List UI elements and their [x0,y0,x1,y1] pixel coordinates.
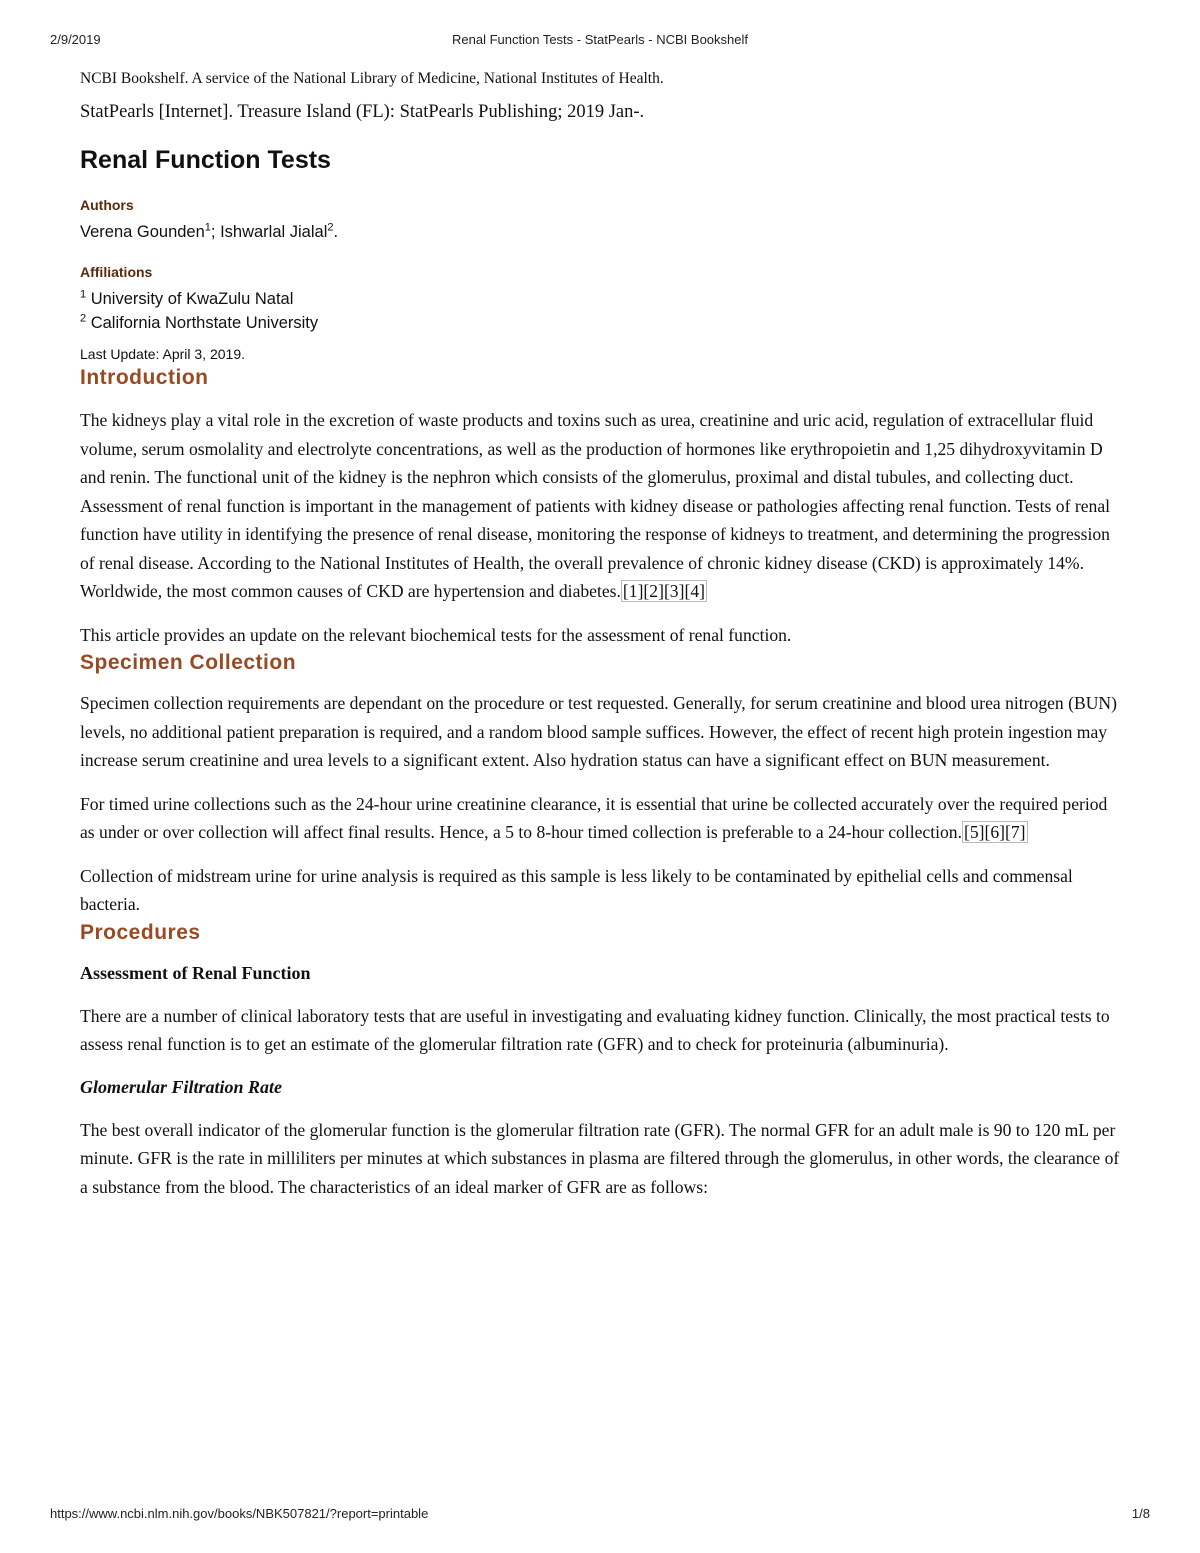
page-number: 1/8 [1131,1506,1150,1521]
authors-list: Verena Gounden$^1$; Ishwarlal Jialal$^2$. [80,221,339,241]
print-url: https://www.ncbi.nlm.nih.gov/books/NBK507821/?report=printable [50,1506,429,1521]
paragraph: This article provides an update on the relevant biochemical tests for the assessment of renal function. [80,624,792,645]
paragraph: The kidneys play a vital role in the excretion of waste products and toxins such as urea, creatinine and uric acid, regulation of extracellular fluid volume, serum osmolality and electrolyte concentrations, as well as the production of hormones like erythropoietin and 1,25 dihydroxyvitamin D and renin. The functional unit of the kidney is the nephron which consists of the glomerulus, proximal and distal tubules, and collecting duct. Assessment of renal function is important in the management of patients with kidney disease or pathologies affecting renal function. Tests of renal function have utility in identifying the presence of renal disease, monitoring the response of kidneys to treatment, and determining the progression of renal disease. According to the National Institutes of Health, the overall prevalence of chronic kidney disease (CKD) is approximately 14%. Worldwide, the most common causes of CKD are hypertension and diabetes. [1][2][3][4] [80,410,1111,601]
print-footer [50,1506,1150,1526]
page-title: Renal Function Tests [80,146,331,174]
bookshelf-notice: NCBI Bookshelf. A service of the National Library of Medicine, National Institutes of Health. [80,70,664,87]
author-affiliation-ref: 2 [327,221,334,234]
paragraph: For timed urine collections such as the 24-hour urine creatinine clearance, it is essential that urine be collected accurately over the required period as under or over collection will affect final results. Hence, a 5 to 8-hour timed collection is preferable to a 24-hour collection. [5][6][7] [80,793,1108,842]
author-link[interactable]: Verena Gounden [80,223,205,241]
author-link[interactable]: Ishwarlal Jialal [220,223,328,241]
article-content [80,66,1120,1201]
paragraph: There are a number of clinical laboratory tests that are useful in investigating and evaluating kidney function. Clinically, the most practical tests to assess renal function is to get an estimate of the glomerular filtration rate (GFR) and to check for proteinuria (albuminuria). [80,1005,1110,1054]
affiliations-label: Affiliations [80,264,153,280]
reference-link[interactable]: [5][6][7] [963,822,1026,842]
subheading-assessment: Assessment of Renal Function [80,962,311,983]
print-date: 2/9/2019 [50,32,101,47]
section-heading-specimen-collection: Specimen Collection [80,651,297,674]
subheading-gfr: Glomerular Filtration Rate [80,1076,283,1097]
affiliation-item: $^2$ California Northstate University [80,312,319,332]
paragraph: Collection of midstream urine for urine analysis is required as this sample is less likely to be contaminated by epithelial cells and commensal bacteria. [80,865,1073,914]
affiliation-item: $^1$ University of KwaZulu Natal [80,288,294,308]
section-heading-introduction: Introduction [80,366,209,389]
authors-label: Authors [80,197,134,213]
author-affiliation-ref: 1 [204,221,211,234]
print-document-title: Renal Function Tests - StatPearls - NCBI Bookshelf [452,32,748,47]
print-header [50,32,1150,52]
paragraph: Specimen collection requirements are dependant on the procedure or test requested. Generally, for serum creatinine and blood urea nitrogen (BUN) levels, no additional patient preparation is required, and a random blood sample suffices. However, the effect of recent high protein ingestion may increase serum creatinine and urea levels to a significant extent. Also hydration status can have a significant effect on BUN measurement. [80,693,1117,770]
affiliations-list [80,287,1120,335]
last-update: Last Update: April 3, 2019. [80,346,245,362]
reference-link[interactable]: [1][2][3][4] [622,581,705,601]
citation: StatPearls [Internet]. Treasure Island (FL): StatPearls Publishing; 2019 Jan-. [80,102,645,122]
section-heading-procedures: Procedures [80,920,201,944]
paragraph: The best overall indicator of the glomerular function is the glomerular filtration rate (GFR). The normal GFR for an adult male is 90 to 120 mL per minute. GFR is the rate in milliliters per minutes at which substances in plasma are filtered through the glomerulus, in other words, the clearance of a substance from the blood. The characteristics of an ideal marker of GFR are as follows: [80,1119,1120,1197]
